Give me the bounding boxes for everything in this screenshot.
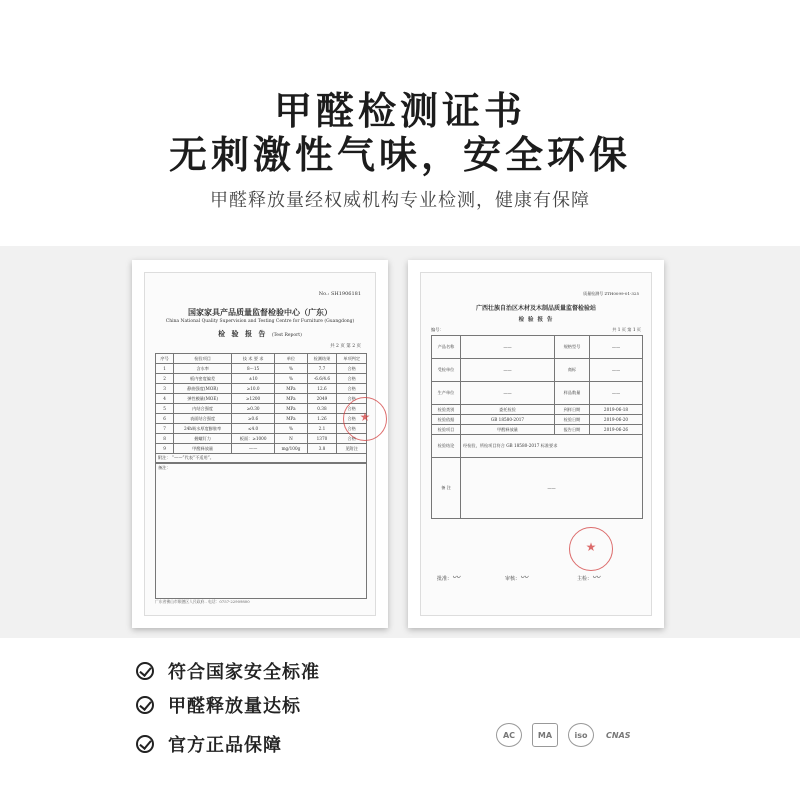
check-circle-icon xyxy=(136,696,154,714)
table-cell: —— xyxy=(461,382,555,405)
table-cell: 合格 xyxy=(337,414,367,424)
table-cell: 1370 xyxy=(307,434,337,444)
certificate-frame-left xyxy=(132,260,388,628)
table-cell: 商标 xyxy=(555,359,590,382)
feature-label: 甲醛释放量达标 xyxy=(168,696,301,717)
table-cell: 板内密度偏差 xyxy=(174,374,232,384)
table-cell: 2 xyxy=(156,374,174,384)
table-header: 技 术 要 求 xyxy=(231,354,274,364)
table-cell: 2019-06-20 xyxy=(590,415,643,425)
table-header: 序号 xyxy=(156,354,174,364)
table-cell: 报告日期 xyxy=(555,425,590,435)
certificate-frame-right xyxy=(408,260,664,628)
table-cell: 0.38 xyxy=(307,404,337,414)
table-row xyxy=(432,382,643,405)
cma-logo-icon: MA xyxy=(532,723,558,747)
red-seal-stamp-icon xyxy=(569,527,613,571)
table-cell: 甲醛释放量 xyxy=(461,425,555,435)
signature-tester: 主检：〰 xyxy=(577,573,601,582)
table-cell: 内结合强度 xyxy=(174,404,232,414)
certification-logos xyxy=(496,723,633,747)
report-organization: 广西壮族自治区木材及木制品质量监督检验站 xyxy=(475,305,596,312)
table-cell: 受检单位 xyxy=(432,359,461,382)
table-cell: —— xyxy=(590,336,643,359)
feature-item xyxy=(136,731,282,757)
table-cell: 3 xyxy=(156,384,174,394)
report-organization-en: China National Quality Supervision and Testing Centre for Furniture (Guangdong) xyxy=(165,319,355,324)
report-ref: 编号： xyxy=(431,327,444,332)
table-row xyxy=(432,336,643,359)
table-cell: 1.26 xyxy=(307,414,337,424)
table-cell: —— xyxy=(461,359,555,382)
table-cell: ≥10.0 xyxy=(231,384,274,394)
table-cell: 检验结论 xyxy=(432,435,461,458)
table-cell: 委托检验 xyxy=(461,405,555,415)
table-cell: 含水率 xyxy=(174,364,232,374)
table-cell: 检验日期 xyxy=(555,415,590,425)
table-row xyxy=(156,404,367,414)
table-cell: 9 xyxy=(156,444,174,454)
report-remark-note: 附注： “——”代表“不适用”。 xyxy=(155,453,367,463)
table-cell: 检验项目 xyxy=(432,425,461,435)
table-row xyxy=(156,374,367,384)
table-cell: ±10 xyxy=(231,374,274,384)
table-cell: 见附注 xyxy=(337,444,367,454)
report-table xyxy=(155,353,367,454)
certificate-panel xyxy=(0,246,800,638)
table-cell: 7.7 xyxy=(307,364,337,374)
table-cell: —— xyxy=(461,458,643,519)
table-row xyxy=(432,458,643,519)
table-cell: 8 xyxy=(156,434,174,444)
table-cell: GB 18580-2017 xyxy=(461,415,555,425)
check-circle-icon xyxy=(136,735,154,753)
table-cell: 6 xyxy=(156,414,174,424)
table-cell: mg/100g xyxy=(275,444,307,454)
table-cell: 备 注 xyxy=(432,458,461,519)
table-cell: 样品数量 xyxy=(555,382,590,405)
report-ref-line xyxy=(431,327,641,333)
signature-reviewer: 审核：〰 xyxy=(505,573,529,582)
table-cell: MPa xyxy=(275,404,307,414)
table-cell: 2019-06-18 xyxy=(590,405,643,415)
feature-item xyxy=(136,658,320,684)
table-row xyxy=(156,384,367,394)
table-cell: ≤4.0 xyxy=(231,424,274,434)
table-row xyxy=(156,394,367,404)
table-row xyxy=(432,359,643,382)
table-row xyxy=(432,435,643,458)
table-cell: MPa xyxy=(275,414,307,424)
signature-approver: 批准：〰 xyxy=(437,573,461,582)
table-cell: 合格 xyxy=(337,434,367,444)
page-title: 甲醛检测证书 xyxy=(273,89,526,133)
report-remark: 备注： xyxy=(155,463,367,599)
table-cell: 合格 xyxy=(337,424,367,434)
table-cell: % xyxy=(275,374,307,384)
table-cell: 4 xyxy=(156,394,174,404)
table-cell: ≥1200 xyxy=(231,394,274,404)
table-header: 单位 xyxy=(275,354,307,364)
test-report-right xyxy=(420,272,652,616)
cnas-logo-icon: CNAS xyxy=(606,730,631,740)
table-row xyxy=(156,434,367,444)
report-page: 共 2 页 第 2 页 xyxy=(330,344,361,349)
ilac-logo-icon: AC xyxy=(496,723,522,747)
check-circle-icon xyxy=(136,662,154,680)
table-cell: 静曲强度(MOR) xyxy=(174,384,232,394)
page-headline: 无刺激性气味，安全环保 xyxy=(168,133,631,177)
iso-logo-icon: iso xyxy=(568,723,594,747)
table-cell: 板面：≥1000 xyxy=(231,434,274,444)
feature-label: 符合国家安全标准 xyxy=(168,662,320,683)
table-header-row xyxy=(156,354,367,364)
table-cell: 2049 xyxy=(307,394,337,404)
page-subtitle: 甲醛释放量经权威机构专业检测，健康有保障 xyxy=(210,190,590,211)
red-seal-stamp-icon xyxy=(343,397,387,441)
table-cell: 表面结合强度 xyxy=(174,414,232,424)
table-cell: 生产单位 xyxy=(432,382,461,405)
table-cell: MPa xyxy=(275,384,307,394)
table-header: 检测结果 xyxy=(307,354,337,364)
table-cell: 经检验，所检项目符合 GB 18580-2017 标准要求 xyxy=(461,435,643,458)
table-cell: 握螺钉力 xyxy=(174,434,232,444)
table-header: 单项判定 xyxy=(337,354,367,364)
table-cell: —— xyxy=(590,382,643,405)
table-cell: —— xyxy=(461,336,555,359)
table-cell: -6.6/4.6 xyxy=(307,374,337,384)
table-cell: 24h吸水厚度膨胀率 xyxy=(174,424,232,434)
table-cell: 合格 xyxy=(337,394,367,404)
report-organization: 国家家具产品质量监督检验中心（广东） xyxy=(188,307,332,317)
table-cell: 产品名称 xyxy=(432,336,461,359)
table-cell: —— xyxy=(590,359,643,382)
table-cell: 12.6 xyxy=(307,384,337,394)
table-cell: ≥0.6 xyxy=(231,414,274,424)
table-cell: —— xyxy=(231,444,274,454)
table-cell: 2019-06-26 xyxy=(590,425,643,435)
table-cell: MPa xyxy=(275,394,307,404)
table-row xyxy=(432,425,643,435)
report-table xyxy=(431,335,643,519)
table-cell: 合格 xyxy=(337,364,367,374)
table-cell: 合格 xyxy=(337,384,367,394)
report-footer: 广东省佛山市顺德区人民政府.. 电话：0757-22909800 xyxy=(155,599,250,604)
table-cell: 1 xyxy=(156,364,174,374)
report-title: 检 验 报 告 (Test Report) xyxy=(218,329,302,338)
table-cell: 合格 xyxy=(337,374,367,384)
table-row xyxy=(156,424,367,434)
feature-item xyxy=(136,692,301,718)
table-cell: 检验类别 xyxy=(432,405,461,415)
table-cell: ≥0.30 xyxy=(231,404,274,414)
table-cell: 规格型号 xyxy=(555,336,590,359)
signature-scrawl-icon: 〰 xyxy=(452,573,461,582)
table-cell: 5 xyxy=(156,404,174,414)
table-row xyxy=(156,364,367,374)
table-cell: % xyxy=(275,364,307,374)
table-cell: 8～15 xyxy=(231,364,274,374)
report-code: 质量检测号 ZTH0099-01-325 xyxy=(583,291,639,296)
table-cell: 甲醛释放量 xyxy=(174,444,232,454)
report-number: No.: SH1906181 xyxy=(318,291,361,297)
table-cell: 到样日期 xyxy=(555,405,590,415)
table-cell: 7 xyxy=(156,424,174,434)
report-title: 检 验 报 告 xyxy=(518,317,554,323)
table-row xyxy=(156,414,367,424)
table-cell: 弹性模量(MOE) xyxy=(174,394,232,404)
table-header: 检验项目 xyxy=(174,354,232,364)
table-cell: 2.1 xyxy=(307,424,337,434)
table-cell: 合格 xyxy=(337,404,367,414)
table-cell: N xyxy=(275,434,307,444)
table-cell: 检验依据 xyxy=(432,415,461,425)
feature-label: 官方正品保障 xyxy=(168,735,282,756)
table-cell: 3.8 xyxy=(307,444,337,454)
table-row xyxy=(432,405,643,415)
signature-scrawl-icon: 〰 xyxy=(520,573,529,582)
signature-scrawl-icon: 〰 xyxy=(592,573,601,582)
test-report-left xyxy=(144,272,376,616)
report-page: 共 1 页 第 1 页 xyxy=(612,327,641,332)
table-cell: % xyxy=(275,424,307,434)
table-row xyxy=(432,415,643,425)
table-row xyxy=(156,444,367,454)
